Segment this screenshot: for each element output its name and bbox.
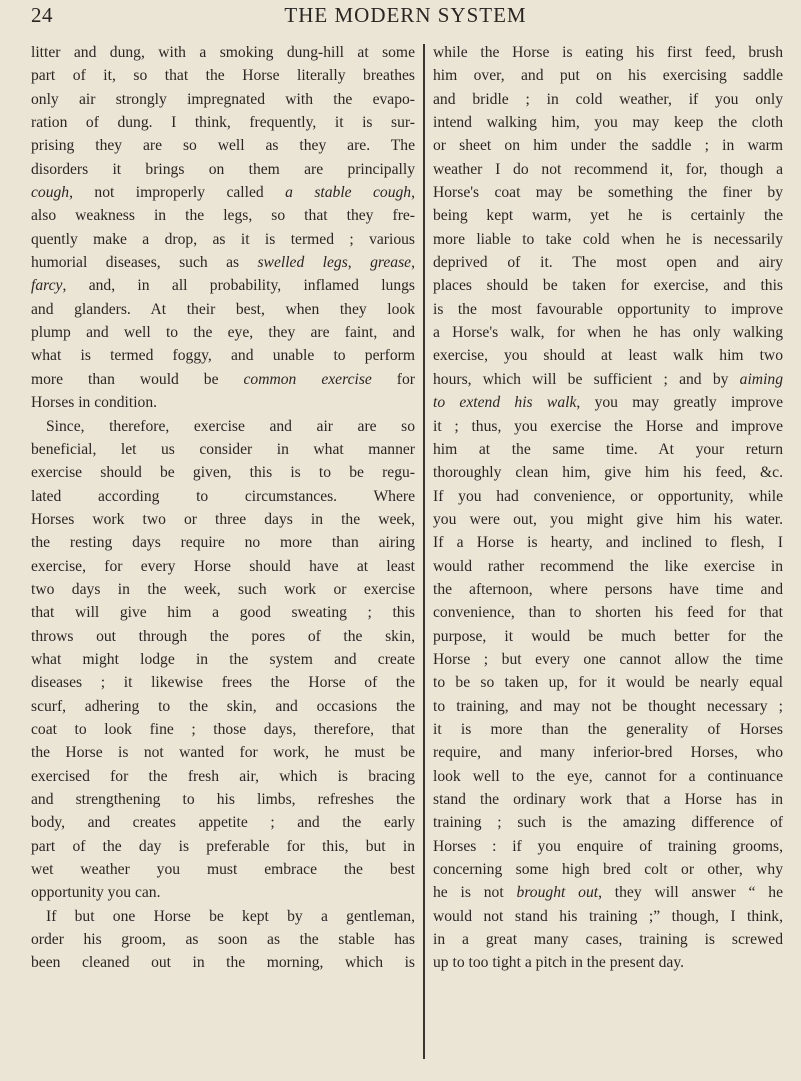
text-line: thoroughly clean him, give him his feed, &c.	[433, 464, 783, 482]
text-line: what is termed foggy, and unable to perform	[31, 347, 415, 365]
text-line: purpose, it would be much better for the	[433, 627, 783, 645]
text-line: concerning some high bred colt or other, why	[433, 861, 783, 879]
text-line: up to too tight a pitch in the present day.	[433, 954, 685, 972]
text-segment: , they will answer “ he	[598, 884, 783, 902]
text-line: opportunity you can.	[31, 884, 161, 902]
text-line: coat to look fine ; those days, therefore, that	[31, 720, 415, 738]
text-line: and bridle ; in cold weather, if you only	[433, 90, 783, 108]
text-segment: , and, in all probability, inflamed lungs	[62, 277, 415, 295]
text-line: in a great many cases, training is screwed	[433, 931, 783, 949]
text-segment: more than would be	[31, 370, 244, 388]
text-line: deprived of it. The most open and airy	[433, 254, 783, 272]
text-line: is the most favourable opportunity to improve	[433, 300, 783, 318]
text-line: Horses work two or three days in the week,	[31, 510, 415, 528]
text-line: been cleaned out in the morning, which is	[31, 954, 415, 972]
text-line: and strengthening to his limbs, refreshes the	[31, 791, 415, 808]
text-line: training ; such is the amazing difference of	[433, 814, 783, 832]
text-line: you were out, you might give him his water.	[433, 510, 783, 528]
text-line: plump and well to the eye, they are faint, and	[31, 324, 415, 342]
text-line: to training, and may not be thought necessary ;	[433, 697, 783, 715]
text-line: intend walking him, you may keep the cloth	[433, 114, 783, 132]
text-segment: ,	[347, 254, 371, 272]
text-line: part of the day is preferable for this, but in	[31, 837, 415, 855]
italic-text: brought out	[516, 884, 599, 902]
text-segment: ,	[411, 184, 415, 202]
text-line: If a Horse is hearty, and inclined to flesh, I	[433, 534, 783, 552]
text-line: weather I do not recommend it, for, though a	[433, 160, 783, 178]
text-line: while the Horse is eating his first feed, brush	[433, 44, 783, 61]
text-line: exercise should be given, this is to be regu-	[31, 464, 415, 482]
text-line: and glanders. At their best, when they look	[31, 300, 415, 318]
text-line	[31, 251, 415, 274]
text-line	[433, 881, 783, 904]
text-line: exercise, you should at least walk him two	[433, 347, 783, 365]
text-line: more liable to take cold when he is necessarily	[433, 230, 783, 248]
text-line: beneficial, let us consider in what manner	[31, 440, 415, 458]
text-line: also weakness in the legs, so that they fre-	[31, 207, 415, 225]
text-line: exercised for the fresh air, which is bracing	[31, 767, 415, 785]
text-line: diseases ; it likewise frees the Horse of the	[31, 674, 415, 692]
text-line	[31, 274, 415, 297]
text-line: the afternoon, where persons have time and	[433, 580, 783, 598]
italic-text: a stable cough	[285, 184, 412, 202]
text-line: being kept warm, yet he is certainly the	[433, 207, 783, 225]
text-line: him at the same time. At your return	[433, 440, 783, 458]
text-line: would not stand his training ;” though, I think,	[433, 907, 783, 925]
text-line: look well to the eye, cannot for a continuance	[433, 767, 783, 785]
italic-text: common exercise	[243, 370, 372, 388]
text-line: quently make a drop, as it is termed ; various	[31, 230, 415, 248]
text-segment: ,	[411, 254, 415, 272]
text-segment: humorial diseases, such as	[31, 254, 258, 272]
text-line: the Horse is not wanted for work, he must be	[31, 744, 415, 762]
text-line: throws out through the pores of the skin,	[31, 627, 415, 645]
italic-text: grease	[370, 254, 412, 272]
text-line: would rather recommend the like exercise in	[433, 557, 783, 575]
text-line: Horse ; but every one cannot allow the time	[433, 650, 783, 668]
text-line: ration of dung. I think, frequently, it is sur-	[31, 114, 415, 132]
italic-text: farcy	[31, 277, 63, 295]
italic-text: aiming	[739, 370, 783, 388]
text-line: the resting days require no more than airing	[31, 534, 415, 552]
text-line: If you had convenience, or opportunity, while	[433, 487, 783, 505]
left-column	[31, 41, 415, 1071]
text-segment: , you may greatly improve	[576, 394, 783, 412]
text-line: to be so taken up, for it would be nearly equal	[433, 674, 783, 692]
running-head: THE MODERN SYSTEM	[284, 3, 527, 27]
text-line: it is more than the generality of Horses	[433, 720, 783, 738]
text-line: prising they are so well as they are. The	[31, 137, 415, 155]
italic-text: swelled legs	[257, 254, 348, 272]
text-segment: he is not	[433, 884, 517, 902]
text-line: it ; thus, you exercise the Horse and improve	[433, 417, 783, 435]
text-line: convenience, than to shorten his feed for that	[433, 604, 783, 622]
text-line: only air strongly impregnated with the evapo-	[31, 90, 415, 108]
text-segment: for	[371, 370, 415, 388]
text-line: him over, and put on his exercising saddle	[433, 67, 783, 85]
text-line: Horses in condition.	[31, 394, 158, 412]
text-line: a Horse's walk, for when he has only walking	[433, 324, 783, 342]
text-line: scurf, adhering to the skin, and occasions the	[31, 697, 415, 715]
text-line: litter and dung, with a smoking dung-hill at some	[31, 44, 415, 61]
text-line: or sheet on him under the saddle ; in warm	[433, 137, 783, 155]
text-segment: , not improperly called	[69, 184, 286, 202]
text-line: disorders it brings on them are principally	[31, 160, 415, 178]
text-line: lated according to circumstances. Where	[31, 487, 415, 505]
text-line: Since, therefore, exercise and air are so	[46, 417, 415, 435]
text-line	[433, 368, 783, 391]
text-line: exercise, for every Horse should have at least	[31, 557, 415, 575]
italic-text: cough	[31, 184, 70, 202]
text-segment: hours, which will be sufficient ; and by	[433, 370, 740, 388]
text-line: that will give him a good sweating ; this	[31, 604, 415, 622]
text-line: If but one Horse be kept by a gentleman,	[46, 907, 415, 925]
text-line: wet weather you must embrace the best	[31, 861, 415, 879]
page-number: 24	[31, 3, 53, 27]
text-line: part of it, so that the Horse literally breathes	[31, 67, 415, 85]
column-divider	[423, 44, 425, 1059]
text-line: places should be taken for exercise, and this	[433, 277, 783, 295]
text-line: stand the ordinary work that a Horse has in	[433, 791, 783, 808]
text-line	[31, 181, 415, 204]
text-line: order his groom, as soon as the stable has	[31, 931, 415, 949]
right-column	[433, 41, 783, 1071]
text-line: Horse's coat may be something the finer by	[433, 184, 783, 202]
text-line: what might lodge in the system and create	[31, 650, 415, 668]
text-line	[31, 368, 415, 391]
text-line	[433, 391, 783, 414]
text-line: body, and creates appetite ; and the early	[31, 814, 415, 832]
text-line: require, and many inferior-bred Horses, who	[433, 744, 783, 762]
text-line: Horses : if you enquire of training grooms,	[433, 837, 783, 855]
italic-text: to extend his walk	[433, 394, 577, 412]
text-line: two days in the week, such work or exercise	[31, 580, 415, 598]
